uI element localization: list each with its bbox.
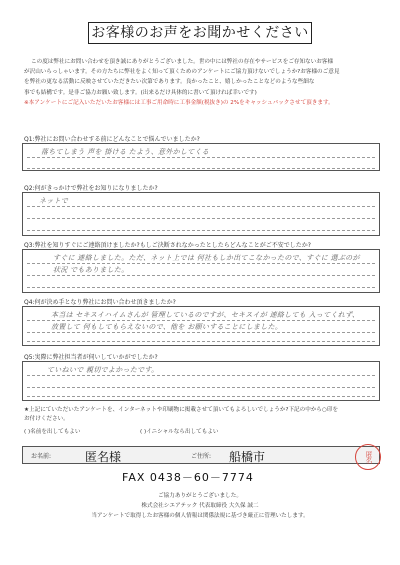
answer-rule — [27, 287, 375, 288]
question-1-answer: 落ちてしまう 声を 掛ける たよう、意外かしてくる — [41, 148, 210, 156]
question-1-label: Q1:弊社にお問い合わせする前にどんなことで悩んでいましたか? — [24, 136, 200, 143]
answer-rule — [27, 341, 375, 342]
answer-rule — [27, 263, 375, 264]
answer-rule — [27, 320, 375, 321]
question-2-answer-box[interactable] — [22, 192, 380, 236]
intro-text — [24, 57, 380, 108]
thanks-text: ご協力ありがとうございました。 — [158, 493, 242, 499]
question-4-answer-line-1: 本当は セキスイハイムさんが 管理しているのですが、セキスイが 連絡しても 入ってくれず、 — [51, 311, 360, 319]
question-2-answer: ネットで — [39, 197, 69, 205]
consent-note — [24, 406, 384, 424]
name-label: お名前: — [31, 453, 52, 460]
intro-line: この度は弊社にお問い合わせを頂き誠にありがとうございました。世の中には弊社の存在やサービスをご存知ないお客様 — [31, 59, 334, 65]
question-3-label: Q3:弊社を知りすぐにご連絡頂けましたか?もしご決断されなかったとしたらどんなことがご不安でしたか? — [24, 242, 311, 249]
question-5-label: Q5:実際に弊社担当者が伺いしていかがでしたか? — [24, 354, 158, 361]
answer-rule — [27, 230, 375, 231]
option-initials-ok[interactable]: ( )イニシャルなら出してもよい — [140, 429, 219, 435]
option-name-ok[interactable]: ( )名前を出してもよい — [24, 429, 81, 435]
question-4-label: Q4:何が決め手となり弊社にお問い合わせ頂きましたか? — [24, 299, 176, 306]
question-5-answer-box[interactable] — [22, 361, 380, 401]
intro-line: が沢山いらっしゃいます。その方たちに弊社をよく知って頂くためのアンケートにご協力頂けないでしょうか?お客様のご意見 — [24, 69, 340, 76]
company-name: 株式会社シエアテック 代表取締役 大久保 誠二 — [141, 503, 259, 509]
answer-rule — [27, 332, 375, 333]
answer-rule — [27, 396, 375, 397]
intro-line: を弊社の更なる活動に反映させていただきたい次第であります。良かったこと、嬉しかったことなどのような些細な — [24, 79, 315, 86]
question-4-answer-box[interactable] — [22, 306, 380, 346]
address-value[interactable]: 船橋市 — [229, 450, 266, 464]
answer-rule — [27, 157, 375, 158]
answer-rule — [27, 168, 375, 169]
question-2-label: Q2:何がきっかけで弊社をお知りになりましたか? — [24, 185, 158, 192]
name-value[interactable]: 匿名様 — [85, 450, 122, 464]
intro-line: 事でも結構です。是非ご協力お願い致します。(出来るだけ具体的に書いて頂ければ幸いです) — [24, 89, 257, 96]
answer-rule — [27, 387, 375, 388]
question-3-answer-line-1: すぐに 連絡しました。ただ、ネット上では 何社もしか出てこなかったので、すぐに 選ぶのが — [53, 254, 360, 262]
question-3-answer-box[interactable] — [22, 249, 380, 293]
question-1-answer-box[interactable] — [22, 143, 380, 171]
question-4-answer-line-2: 放置して 何もしてもらえないので、他を お願いすることにしました。 — [51, 323, 283, 331]
answer-rule — [27, 375, 375, 376]
privacy-note: 当アンケートで取得したお客様の個人情報は関係法規に基づき厳正に管理いたします。 — [91, 513, 309, 519]
answer-rule — [27, 218, 375, 219]
address-label: ご住所: — [191, 453, 212, 460]
answer-rule — [27, 275, 375, 276]
cashback-note: ※本アンケートにご記入いただいたお客様には工事ご用命時に工事金額(税抜き)の 2%をキャッシュバックさせて頂きます。 — [24, 99, 334, 106]
fax-number: FAX 0438－60－7774 — [122, 471, 254, 484]
question-3-answer-line-2: 状況 でもありました。 — [53, 266, 129, 274]
form-title: お客様のお声をお聞かせください — [88, 22, 312, 44]
name-address-row — [22, 446, 380, 464]
consent-note-line-2: お付けください。 — [24, 416, 69, 422]
anonymous-stamp — [355, 444, 381, 470]
question-5-answer: ていねいで 親切でよかったです。 — [47, 366, 159, 374]
stamp-text: 匿名 — [364, 450, 373, 464]
answer-rule — [27, 206, 375, 207]
consent-note-line-1: ★上記にていただいたアンケートを、インターネットや印刷物に掲載させて頂いてもよろしいでしょうか?下記の中から○印を — [24, 407, 339, 413]
